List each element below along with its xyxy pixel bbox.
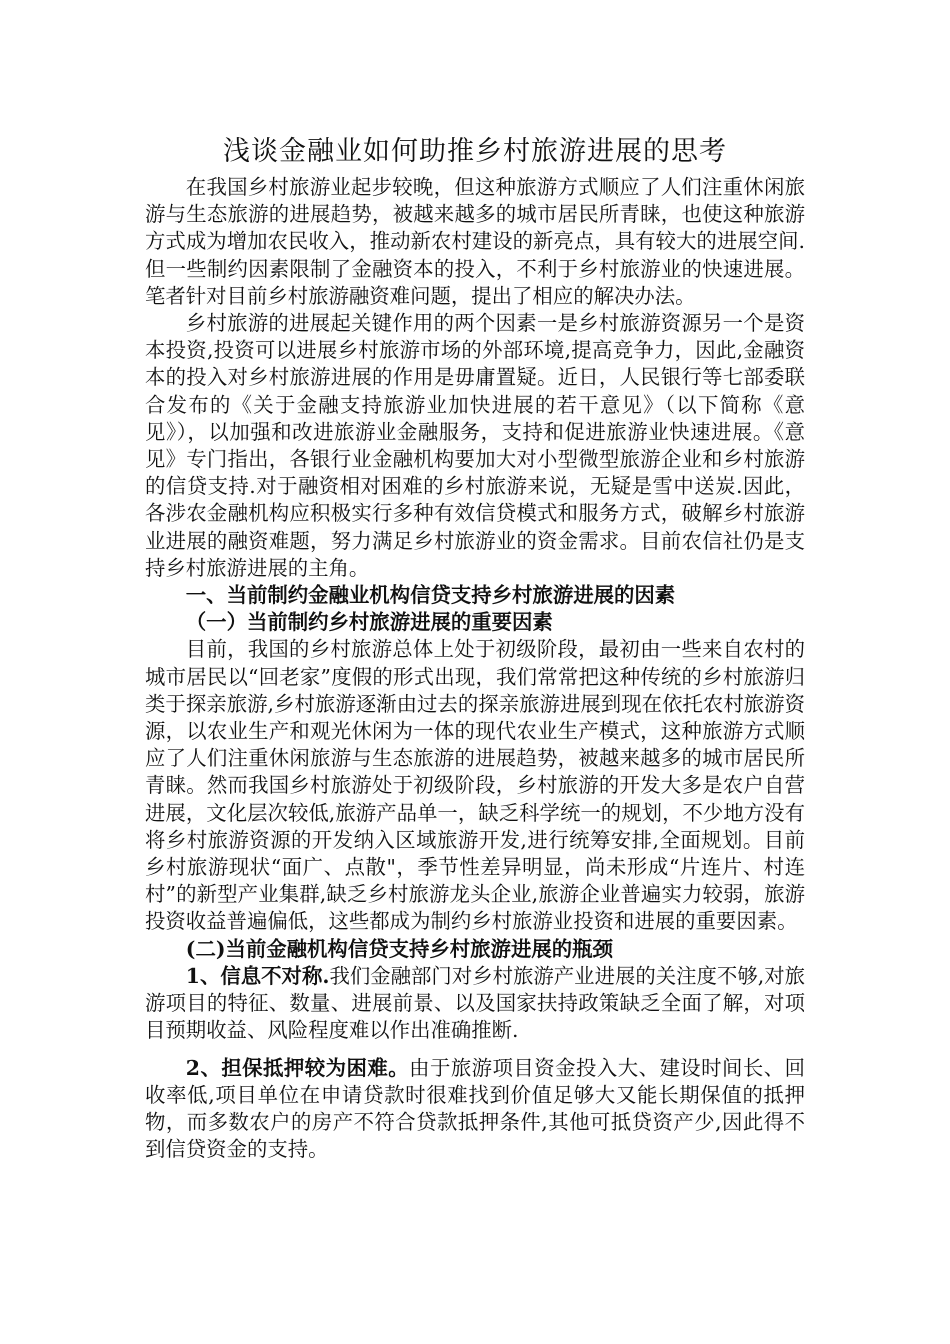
- paragraph-intro: 在我国乡村旅游业起步较晚，但这种旅游方式顺应了人们注重休闲旅游与生态旅游的进展趋势，被越来越多的城市居民所青睐，也使这种旅游方式成为增加农民收入，推动新农村建设的新亮点，具有较大的进展空间.但一些制约因素限制了金融资本的投入，不利于乡村旅游业的快速进展。笔者针对目前乡村旅游融资难问题，提出了相应的解决办法。: [145, 175, 805, 308]
- spacer: [145, 1045, 805, 1055]
- subsection-heading-1: （一）当前制约乡村旅游进展的重要因素: [185, 610, 553, 635]
- list-item-body: 由于旅游项目资金投入大、建设时间长、回收率低,项目单位在申请贷款时很难找到价值足够大又能长期保值的抵押物，而多数农户的房产不符合贷款抵押条件,其他可抵贷资产少,因此得不到信贷资金的支持。: [145, 1055, 806, 1162]
- paragraph-current-status: 目前，我国的乡村旅游总体上处于初级阶段，最初由一些来自农村的城市居民以“回老家”度假的形式出现，我们常常把这种传统的乡村旅游归类于探亲旅游,乡村旅游逐渐由过去的探亲旅游进展到现在依托农村旅游资源，以农业生产和观光休闲为一体的现代农业生产模式，这种旅游方式顺应了人们注重休闲旅游与生态旅游的进展趋势，被越来越多的城市居民所青睐。然而我国乡村旅游处于初级阶段，乡村旅游的开发大多是农户自营进展，文化层次较低,旅游产品单一，缺乏科学统一的规划，不少地方没有将乡村旅游资源的开发纳入区域旅游开发,进行统筹安排,全面规划。目前乡村旅游现状“面广、点散"，季节性差异明显，尚未形成“片连片、村连村”的新型产业集群,缺乏乡村旅游龙头企业,旅游企业普遍实力较弱，旅游投资收益普遍偏低，这些都成为制约乡村旅游业投资和进展的重要因素。: [145, 637, 805, 934]
- document-page: [145, 130, 805, 1163]
- document-title: 浅谈金融业如何助推乡村旅游进展的思考: [223, 136, 727, 167]
- list-item-head: 1、信息不对称.: [185, 963, 330, 988]
- list-item-body: 我们金融部门对乡村旅游产业进展的关注度不够,对旅游项目的特征、数量、进展前景、以及国家扶持政策缺乏全面了解，对项目预期收益、风险程度难以作出准确推断.: [145, 963, 805, 1043]
- list-item-info-asymmetry: [145, 963, 805, 1045]
- paragraph-key-factors: 乡村旅游的进展起关键作用的两个因素一是乡村旅游资源另一个是资本投资,投资可以进展乡村旅游市场的外部环境,提高竞争力，因此,金融资本的投入对乡村旅游进展的作用是毋庸置疑。近日，人民银行等七部委联合发布的《关于金融支持旅游业加快进展的若干意见》（以下简称《意见》），以加强和改进旅游业金融服务，支持和促进旅游业快速进展。《意见》专门指出，各银行业金融机构要加大对小型微型旅游企业和乡村旅游的信贷支持.对于融资相对困难的乡村旅游来说，无疑是雪中送炭.因此，各涉农金融机构应积极实行多种有效信贷模式和服务方式，破解乡村旅游业进展的融资难题，努力满足乡村旅游业的资金需求。目前农信社仍是支持乡村旅游进展的主角。: [145, 311, 805, 580]
- list-item-head: 2、担保抵押较为困难。: [185, 1055, 410, 1080]
- subsection-heading-2: (二)当前金融机构信贷支持乡村旅游进展的瓶颈: [185, 936, 613, 961]
- list-item-collateral: [145, 1055, 805, 1164]
- section-heading-1: 一、当前制约金融业机构信贷支持乡村旅游进展的因素: [185, 583, 676, 608]
